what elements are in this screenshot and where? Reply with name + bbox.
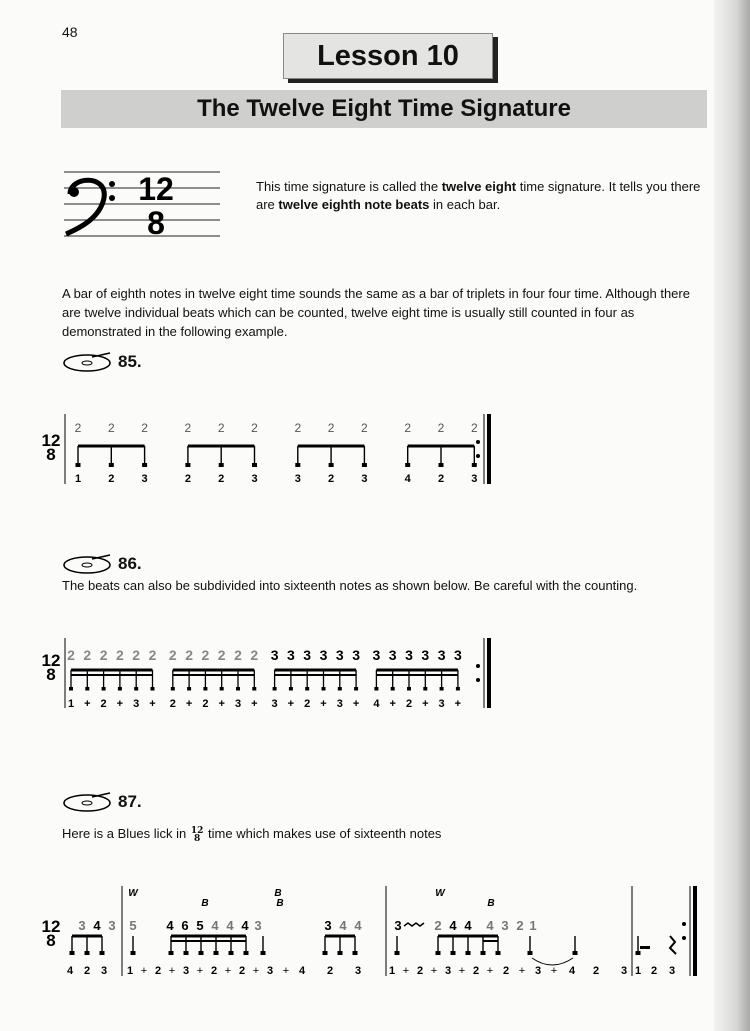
count-label: 3 <box>141 473 148 485</box>
time-signature-top: 12 <box>41 431 61 450</box>
tab-number: 4 <box>166 918 174 933</box>
tab-number: 2 <box>116 647 124 663</box>
tab-number: 3 <box>421 647 430 663</box>
notehead <box>70 951 75 955</box>
notehead <box>423 687 427 691</box>
notehead <box>481 951 486 955</box>
count-label: + <box>422 698 429 710</box>
count-label: + <box>402 965 410 977</box>
count-label: + <box>430 965 438 977</box>
notehead <box>440 687 444 691</box>
count-label: 1 <box>74 473 82 485</box>
tab-number: 5 <box>196 918 204 933</box>
rest-icon <box>640 946 650 949</box>
notehead <box>407 687 411 691</box>
notehead <box>142 463 147 467</box>
notehead <box>171 687 175 691</box>
tab-number: 3 <box>501 918 509 933</box>
tab-number: 4 <box>339 918 347 933</box>
cd-icon <box>62 791 112 813</box>
notehead <box>252 463 257 467</box>
notehead <box>236 687 240 691</box>
notehead <box>329 463 334 467</box>
notehead <box>436 951 441 955</box>
notehead <box>496 951 501 955</box>
count-label: + <box>251 698 258 710</box>
tab-number: 2 <box>250 647 259 663</box>
tab-number: 2 <box>185 647 193 663</box>
tab-number: 2 <box>107 421 115 435</box>
tab-number: 2 <box>74 421 82 435</box>
tab-number: 3 <box>254 918 262 933</box>
example-85-notation <box>40 408 500 488</box>
notehead <box>305 687 309 691</box>
count-label: 2 <box>502 965 510 977</box>
tab-number: 3 <box>78 918 86 933</box>
count-label: 3 <box>444 965 452 977</box>
tab-number: 4 <box>486 918 494 933</box>
tab-number: 3 <box>287 647 295 663</box>
example-85-heading <box>62 350 142 374</box>
notehead <box>456 687 460 691</box>
notehead <box>338 687 342 691</box>
tab-number: 3 <box>108 918 116 933</box>
notehead <box>636 951 641 955</box>
notehead <box>109 463 114 467</box>
time-signature-bottom: 8 <box>147 205 165 241</box>
tab-number: 2 <box>361 421 368 435</box>
count-label: 2 <box>154 965 162 977</box>
tab-number: 2 <box>141 421 148 435</box>
repeat-dot <box>476 440 480 444</box>
tab-number: 2 <box>434 918 442 933</box>
repeat-dot <box>476 678 480 682</box>
notehead <box>151 687 155 691</box>
notehead <box>169 951 174 955</box>
count-label: + <box>287 698 295 710</box>
count-label: 2 <box>650 965 658 977</box>
notehead <box>322 687 326 691</box>
tab-number: 3 <box>372 647 381 663</box>
tab-number: 2 <box>294 421 302 435</box>
tab-number: 3 <box>405 647 413 663</box>
count-label: 2 <box>238 965 246 977</box>
count-label: 3 <box>251 473 258 485</box>
technique-mark: W <box>128 888 138 899</box>
explanation-paragraph: A bar of eighth notes in twelve eight time sounds the same as a bar of triplets in four four time. Although there are twelve individual beats which can be counted, twelve eight time is usually still counted in four as demonstrated in the following example. <box>62 286 690 339</box>
count-label: 3 <box>354 965 362 977</box>
tab-number: 4 <box>211 918 219 933</box>
notehead <box>573 951 578 955</box>
count-label: 3 <box>266 965 274 977</box>
tab-number: 3 <box>319 647 328 663</box>
count-label: 3 <box>620 965 628 977</box>
notehead <box>85 951 90 955</box>
time-signature-bottom: 8 <box>46 665 56 684</box>
count-label: + <box>518 965 526 977</box>
technique-mark: B <box>201 898 209 909</box>
tab-number: 3 <box>352 647 360 663</box>
notehead <box>354 687 358 691</box>
cd-icon <box>62 351 112 373</box>
count-label: 2 <box>416 965 424 977</box>
count-label: + <box>550 965 558 977</box>
page-gutter-shadow <box>714 0 750 1031</box>
count-label: + <box>185 698 193 710</box>
tab-number: 2 <box>251 421 258 435</box>
notehead <box>214 951 219 955</box>
time-signature-bottom: 8 <box>46 445 56 464</box>
cd-icon <box>62 553 112 575</box>
repeat-dot <box>476 454 480 458</box>
count-label: 3 <box>133 698 140 710</box>
notehead <box>374 687 378 691</box>
notehead <box>100 951 105 955</box>
tab-number: 4 <box>241 918 249 933</box>
tab-number: 2 <box>168 647 177 663</box>
notehead <box>405 463 410 467</box>
count-label: 2 <box>169 698 176 710</box>
notehead <box>187 687 191 691</box>
notehead <box>323 951 328 955</box>
notehead <box>395 951 400 955</box>
count-label: 3 <box>668 965 676 977</box>
example-number: 87. <box>118 792 142 811</box>
technique-mark: B <box>276 898 284 909</box>
tab-number: 3 <box>324 918 332 933</box>
count-label: 3 <box>100 965 108 977</box>
tab-number: 3 <box>270 647 279 663</box>
count-label: 2 <box>100 698 107 710</box>
count-label: + <box>196 965 204 977</box>
time-signature-illustration <box>60 168 230 244</box>
notehead <box>252 687 256 691</box>
example-86-text: The beats can also be subdivided into sixteenth notes as shown below. Be careful with the counting. <box>62 578 638 593</box>
notehead <box>472 463 477 467</box>
count-label: 2 <box>83 965 91 977</box>
count-label: 2 <box>326 965 334 977</box>
quarter-rest-icon <box>670 936 676 954</box>
count-label: 1 <box>634 965 642 977</box>
notehead <box>273 687 277 691</box>
count-label: 2 <box>202 698 209 710</box>
tab-number: 2 <box>437 421 445 435</box>
repeat-dot <box>682 922 686 926</box>
count-label: 2 <box>328 473 335 485</box>
tab-number: 2 <box>470 421 478 435</box>
example-87-notation <box>40 880 710 980</box>
count-label: 3 <box>271 698 278 710</box>
count-label: 3 <box>471 473 478 485</box>
tab-number: 2 <box>327 421 335 435</box>
time-signature-top: 12 <box>138 171 174 207</box>
count-label: + <box>320 698 327 710</box>
tab-number: 1 <box>529 918 537 933</box>
example-86-notation <box>40 636 500 716</box>
notehead <box>391 687 395 691</box>
tab-number: 3 <box>388 647 397 663</box>
tab-number: 2 <box>217 421 225 435</box>
tab-number: 4 <box>226 918 234 933</box>
notehead <box>451 951 456 955</box>
notehead <box>85 687 89 691</box>
tab-number: 3 <box>303 647 312 663</box>
count-label: + <box>149 698 156 710</box>
example-87-text: Here is a Blues lick in 12 8 time which makes use of sixteenth notes <box>62 825 442 844</box>
tab-number: 2 <box>404 421 412 435</box>
tab-number: 2 <box>67 647 75 663</box>
notehead <box>362 463 367 467</box>
notehead <box>76 463 81 467</box>
count-label: 3 <box>361 473 368 485</box>
repeat-dot <box>682 936 686 940</box>
notehead <box>118 687 122 691</box>
notehead <box>466 951 471 955</box>
tab-number: 3 <box>335 647 344 663</box>
count-label: 2 <box>218 473 225 485</box>
tab-number: 5 <box>129 918 137 933</box>
count-label: 4 <box>66 965 74 977</box>
count-label: + <box>116 698 124 710</box>
tab-number: 2 <box>83 647 92 663</box>
tab-number: 4 <box>449 918 457 933</box>
count-label: + <box>224 965 232 977</box>
tab-number: 4 <box>464 918 472 933</box>
inline-time-signature: 12 8 <box>190 825 204 844</box>
example-number: 85. <box>118 352 142 371</box>
count-label: 3 <box>438 698 445 710</box>
technique-mark: W <box>435 888 445 899</box>
count-label: 2 <box>472 965 480 977</box>
count-label: 4 <box>568 965 576 977</box>
count-label: 2 <box>405 698 413 710</box>
count-label: + <box>454 698 462 710</box>
notehead <box>185 463 190 467</box>
lesson-title: The Twelve Eight Time Signature <box>61 90 707 128</box>
tab-number: 4 <box>354 918 362 933</box>
notehead <box>528 951 533 955</box>
time-signature-top: 12 <box>41 917 61 936</box>
count-label: + <box>486 965 494 977</box>
notehead <box>134 687 138 691</box>
notehead <box>199 951 204 955</box>
lesson-label: Lesson 10 <box>283 33 493 79</box>
notehead <box>261 951 266 955</box>
example-86-heading <box>62 552 142 576</box>
count-label: + <box>252 965 260 977</box>
count-label: 1 <box>67 698 75 710</box>
tab-number: 3 <box>454 647 462 663</box>
notehead <box>295 463 300 467</box>
tab-number: 6 <box>181 918 189 933</box>
count-label: + <box>218 698 225 710</box>
tab-number: 2 <box>132 647 141 663</box>
notehead <box>102 687 106 691</box>
count-label: + <box>140 965 148 977</box>
count-label: 2 <box>592 965 600 977</box>
count-label: 4 <box>373 698 380 710</box>
notehead <box>184 951 189 955</box>
notehead <box>229 951 234 955</box>
count-label: 2 <box>184 473 191 485</box>
count-label: 2 <box>304 698 311 710</box>
example-87-heading <box>62 790 142 814</box>
tab-number: 2 <box>516 918 524 933</box>
notehead <box>219 463 224 467</box>
tab-number: 2 <box>217 647 226 663</box>
count-label: 3 <box>336 698 343 710</box>
count-label: 1 <box>388 965 396 977</box>
tab-number: 2 <box>148 647 157 663</box>
count-label: + <box>282 965 290 977</box>
notehead <box>289 687 293 691</box>
count-label: + <box>84 698 91 710</box>
count-label: 4 <box>404 473 411 485</box>
count-label: 1 <box>126 965 134 977</box>
notehead <box>353 951 358 955</box>
count-label: 4 <box>298 965 306 977</box>
tie <box>532 958 573 965</box>
notehead <box>439 463 444 467</box>
count-label: 3 <box>234 698 242 710</box>
page-number: 48 <box>62 24 78 40</box>
tab-number: 2 <box>201 647 210 663</box>
count-label: + <box>458 965 466 977</box>
tab-number: 3 <box>394 918 402 933</box>
count-label: 2 <box>210 965 218 977</box>
tab-number: 2 <box>234 647 242 663</box>
repeat-dot <box>476 664 480 668</box>
example-number: 86. <box>118 554 142 573</box>
notehead <box>244 951 249 955</box>
notehead <box>69 687 73 691</box>
time-signature-bottom: 8 <box>46 931 56 950</box>
technique-mark: B <box>274 888 282 899</box>
time-signature-top: 12 <box>41 651 61 670</box>
intro-text: This time signature is called the twelve eight time signature. It tells you there are twelve eighth note beats in each bar. <box>256 179 701 212</box>
tab-number: 2 <box>184 421 192 435</box>
count-label: 3 <box>182 965 190 977</box>
count-label: + <box>352 698 360 710</box>
notehead <box>203 687 207 691</box>
notehead <box>220 687 224 691</box>
count-label: + <box>389 698 396 710</box>
count-label: + <box>168 965 176 977</box>
count-label: 2 <box>108 473 115 485</box>
notehead <box>131 951 136 955</box>
tab-number: 3 <box>437 647 446 663</box>
count-label: 2 <box>437 473 445 485</box>
vibrato-icon <box>404 923 424 926</box>
count-label: 3 <box>294 473 301 485</box>
notehead <box>338 951 343 955</box>
count-label: 3 <box>534 965 542 977</box>
technique-mark: B <box>487 898 495 909</box>
tab-number: 4 <box>93 918 101 933</box>
tab-number: 2 <box>99 647 108 663</box>
